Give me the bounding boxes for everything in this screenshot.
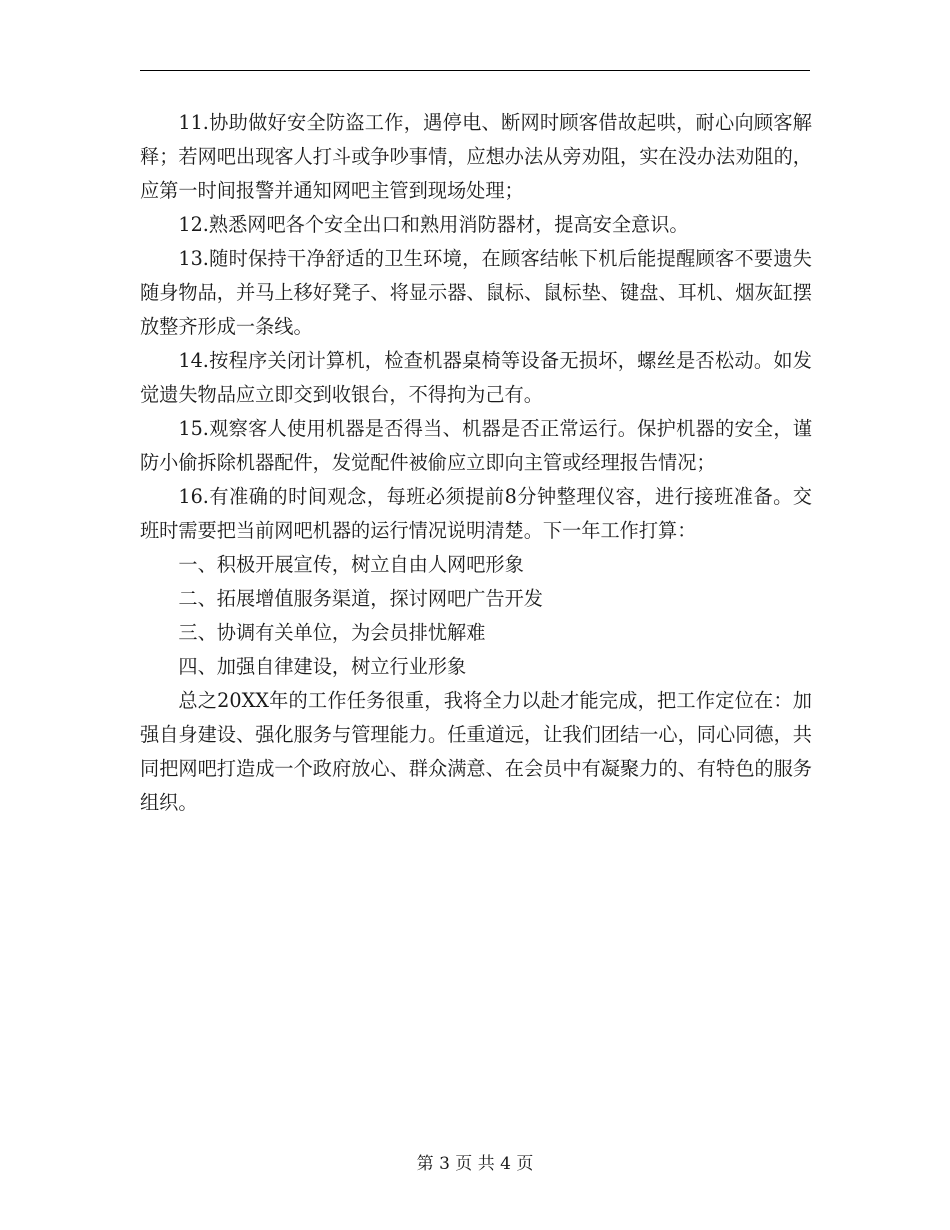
plan-item-2: 二、拓展增值服务渠道，探讨网吧广告开发 xyxy=(178,587,543,610)
paragraph-item-15: 15.观察客人使用机器是否得当、机器是否正常运行。保护机器的安全，谨防小偷拆除机器配件，发觉配件被偷应立即向主管或经理报告情况； xyxy=(140,417,812,474)
paragraph-item-11: 11.协助做好安全防盗工作，遇停电、断网时顾客借故起哄，耐心向顾客解释；若网吧出现客人打斗或争吵事情，应想办法从旁劝阻，实在没办法劝阻的，应第一时间报警并通知网吧主管到现场处理； xyxy=(140,111,812,202)
paragraph-item-16: 16.有准确的时间观念，每班必须提前8分钟整理仪容，进行接班准备。交班时需要把当前网吧机器的运行情况说明清楚。下一年工作打算： xyxy=(140,485,812,542)
header-rule xyxy=(140,70,810,71)
plan-item-3: 三、协调有关单位，为会员排忧解难 xyxy=(178,621,486,644)
document-body xyxy=(140,106,812,820)
paragraph-item-14: 14.按程序关闭计算机，检查机器桌椅等设备无损坏，螺丝是否松动。如发觉遗失物品应立即交到收银台，不得拘为己有。 xyxy=(140,349,812,406)
paragraph-item-12: 12.熟悉网吧各个安全出口和熟用消防器材，提高安全意识。 xyxy=(178,213,689,236)
page-number-footer: 第 3 页 共 4 页 xyxy=(416,1154,534,1174)
conclusion-paragraph: 总之20XX年的工作任务很重，我将全力以赴才能完成，把工作定位在：加强自身建设、强化服务与管理能力。任重道远，让我们团结一心，同心同德，共同把网吧打造成一个政府放心、群众满意、在会员中有凝聚力的、有特色的服务组织。 xyxy=(140,689,812,814)
plan-item-4: 四、加强自律建设，树立行业形象 xyxy=(178,655,467,678)
plan-item-1: 一、积极开展宣传，树立自由人网吧形象 xyxy=(178,553,524,576)
paragraph-item-13: 13.随时保持干净舒适的卫生环境，在顾客结帐下机后能提醒顾客不要遗失随身物品，并马上移好凳子、将显示器、鼠标、鼠标垫、键盘、耳机、烟灰缸摆放整齐形成一条线。 xyxy=(140,247,812,338)
